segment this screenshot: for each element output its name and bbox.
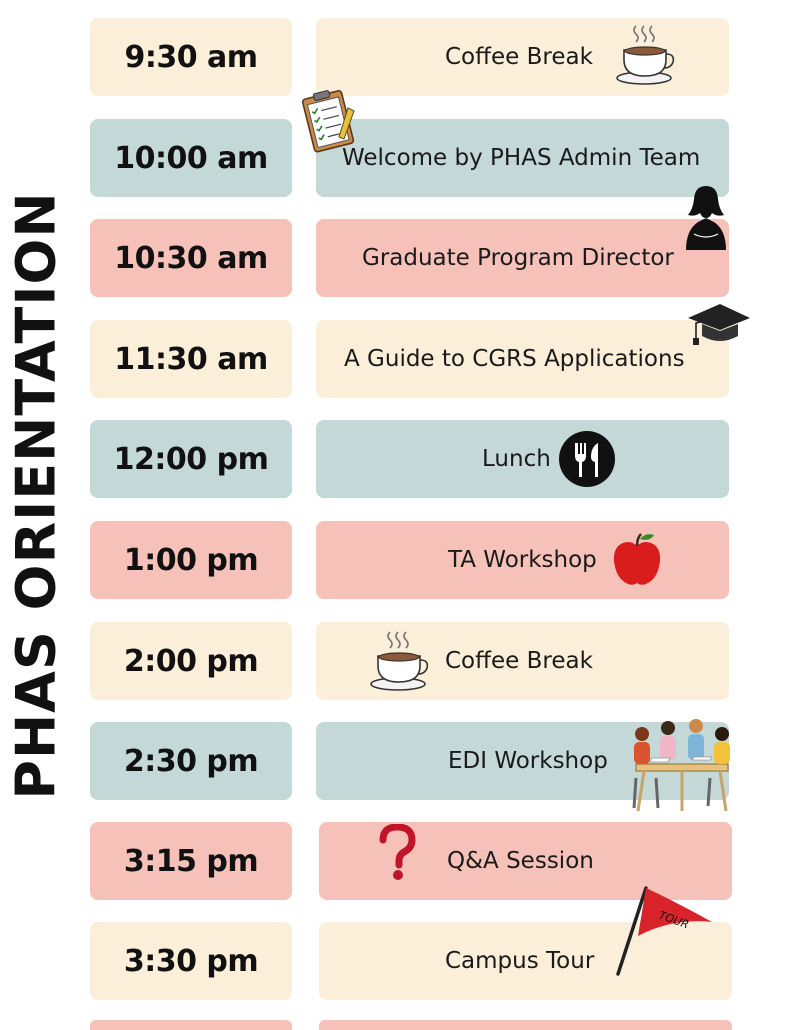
coffee-cup-icon [368, 628, 430, 692]
time-slot: 3:30 pm [90, 922, 292, 1000]
page-title: PHAS ORIENTATION [4, 190, 68, 800]
next-row-edge [90, 1020, 292, 1030]
event-label: Welcome by PHAS Admin Team [342, 145, 701, 171]
event-box [316, 420, 729, 498]
fork-knife-icon [558, 430, 616, 488]
event-box [316, 622, 729, 700]
event-label: Lunch [482, 446, 551, 472]
event-box [316, 18, 729, 96]
time-slot: 11:30 am [90, 320, 292, 398]
time-slot: 3:15 pm [90, 822, 292, 900]
coffee-cup-icon [614, 22, 676, 86]
schedule-row [0, 622, 791, 702]
time-slot: 12:00 pm [90, 420, 292, 498]
schedule-row [0, 219, 791, 299]
schedule-row [0, 18, 791, 98]
event-label: Campus Tour [445, 948, 595, 974]
apple-icon [612, 531, 662, 587]
event-box [316, 521, 729, 599]
event-label: Coffee Break [445, 648, 593, 674]
event-label: Coffee Break [445, 44, 593, 70]
clipboard-checklist-icon [300, 88, 358, 154]
time-slot: 10:30 am [90, 219, 292, 297]
graduation-cap-icon [686, 300, 752, 348]
time-slot: 10:00 am [90, 119, 292, 197]
event-label: EDI Workshop [448, 748, 608, 774]
tour-flag-icon [612, 884, 716, 976]
next-row-edge [319, 1020, 732, 1030]
event-box [316, 320, 729, 398]
time-slot: 2:30 pm [90, 722, 292, 800]
time-slot: 9:30 am [90, 18, 292, 96]
woman-silhouette-icon [682, 184, 732, 252]
event-label: Graduate Program Director [362, 245, 674, 271]
event-box [316, 119, 729, 197]
schedule-row [0, 320, 791, 400]
event-label: A Guide to CGRS Applications [344, 346, 685, 372]
question-mark-icon [377, 824, 417, 882]
schedule-row [0, 521, 791, 601]
time-slot: 2:00 pm [90, 622, 292, 700]
event-label: Q&A Session [447, 848, 594, 874]
event-box [316, 219, 729, 297]
schedule-row [0, 420, 791, 500]
time-slot: 1:00 pm [90, 521, 292, 599]
schedule-row [0, 119, 791, 199]
event-label: TA Workshop [448, 547, 597, 573]
people-at-table-icon [622, 718, 742, 814]
tour-flag-label: TOUR [656, 908, 691, 932]
